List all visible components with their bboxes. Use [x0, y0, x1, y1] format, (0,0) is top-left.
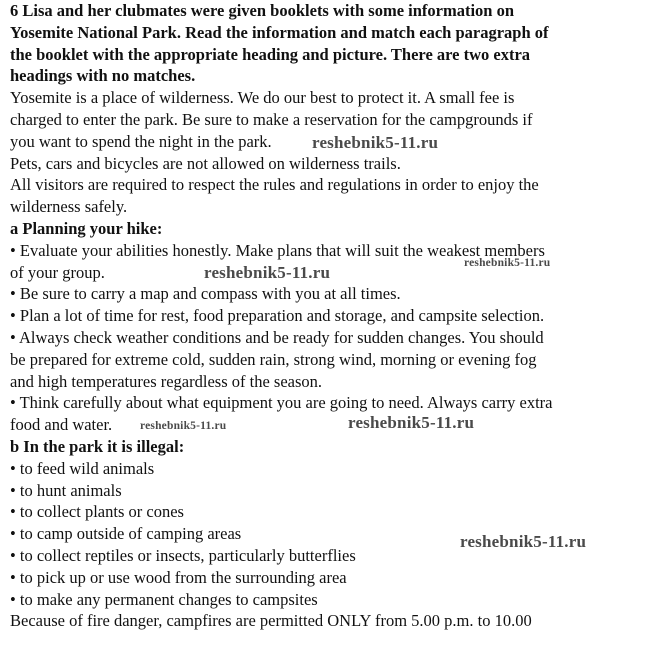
section-b-line-1: • to feed wild animals: [10, 458, 155, 478]
section-b-line-5: • to collect reptiles or insects, particularly butterflies: [10, 545, 356, 565]
watermark: reshebnik5-11.ru: [140, 420, 227, 432]
section-b-heading: b In the park it is illegal:: [10, 436, 185, 456]
intro-line-4: Pets, cars and bicycles are not allowed on wilderness trails.: [10, 153, 401, 173]
intro-line-3: you want to spend the night in the park.: [10, 131, 272, 151]
section-b-line-3: • to collect plants or cones: [10, 502, 184, 522]
watermark: reshebnik5-11.ru: [204, 263, 331, 282]
section-b-line-2: • to hunt animals: [10, 480, 122, 500]
task-line-2: Yosemite National Park. Read the information and match each paragraph of: [10, 22, 549, 42]
section-a-line-8: • Think carefully about what equipment you are going to need. Always carry extra: [10, 393, 553, 413]
section-a-heading: a Planning your hike:: [10, 218, 163, 238]
section-a-line-1: • Evaluate your abilities honestly. Make plans that will suit the weakest members: [10, 240, 545, 260]
section-b-line-8: Because of fire danger, campfires are permitted ONLY from 5.00 p.m. to 10.00: [10, 611, 532, 631]
section-a-line-9: food and water.: [10, 415, 113, 435]
section-a-line-2: of your group.: [10, 262, 105, 282]
section-a-line-6: be prepared for extreme cold, sudden rain, strong wind, morning or evening fog: [10, 349, 537, 369]
task-line-1: 6 Lisa and her clubmates were given booklets with some information on: [10, 1, 515, 20]
watermark: reshebnik5-11.ru: [312, 133, 439, 152]
section-b-line-4: • to camp outside of camping areas: [10, 524, 242, 544]
section-b-line-6: • to pick up or use wood from the surrounding area: [10, 567, 347, 587]
task-line-3: the booklet with the appropriate heading and picture. There are two extra: [10, 44, 531, 64]
intro-line-1: Yosemite is a place of wilderness. We do our best to protect it. A small fee is: [10, 88, 515, 108]
section-b-line-7: • to make any permanent changes to campsites: [10, 589, 318, 609]
watermark: reshebnik5-11.ru: [460, 532, 587, 551]
section-a-line-5: • Always check weather conditions and be ready for sudden changes. You should: [10, 327, 544, 347]
watermark: reshebnik5-11.ru: [348, 413, 475, 432]
section-a-line-3: • Be sure to carry a map and compass with you at all times.: [10, 284, 401, 304]
intro-line-5: All visitors are required to respect the rules and regulations in order to enjoy the: [10, 175, 539, 195]
intro-line-6: wilderness safely.: [10, 197, 128, 217]
intro-line-2: charged to enter the park. Be sure to make a reservation for the campgrounds if: [10, 109, 533, 129]
task-line-4: headings with no matches.: [10, 66, 196, 86]
watermark: reshebnik5-11.ru: [464, 257, 551, 269]
section-a-line-4: • Plan a lot of time for rest, food preparation and storage, and campsite selection.: [10, 306, 545, 326]
section-a-line-7: and high temperatures regardless of the season.: [10, 371, 323, 391]
